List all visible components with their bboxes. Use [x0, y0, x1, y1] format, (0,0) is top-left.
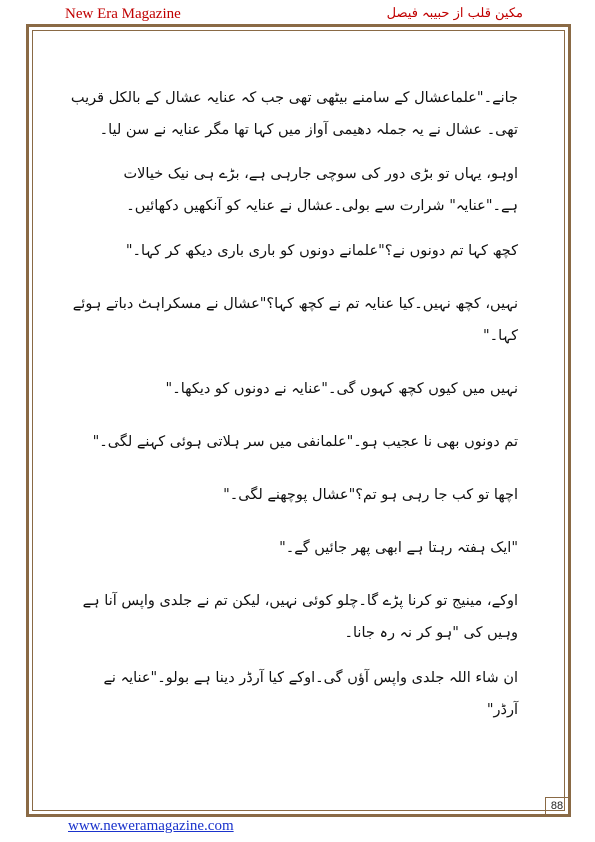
paragraph: نہیں، کچھ نہیں۔کیا عنایہ تم نے کچھ کہا؟"عشال نے مسکراہٹ دباتے ہوئے کہا۔" [72, 296, 518, 344]
paragraph: اوکے، مینیج تو کرنا پڑے گا۔چلو کوئی نہیں، لیکن تم نے جلدی واپس آنا ہے وہیں کی "ہو کر نہ رہ جانا۔ [82, 593, 518, 641]
story-body [70, 82, 518, 726]
page-number: 88 [545, 797, 568, 814]
paragraph: اچھا تو کب جا رہی ہو تم؟"عشال پوچھنے لگی۔" [223, 487, 518, 503]
paragraph: اوہو، یہاں تو بڑی دور کی سوچی جارہی ہے، بڑے ہی نیک خیالات ہے۔"عنایہ" شرارت سے بولی۔عشال نے عنایہ کو آنکھیں دکھائیں۔ [123, 166, 518, 214]
website-link[interactable]: www.neweramagazine.com [68, 818, 234, 834]
paragraph: جانے۔"علماعشال کے سامنے بیٹھی تھی جب کہ عنایہ عشال کے بالکل قریب تھی۔ عشال نے یہ جملہ دھیمی آواز میں کہا تھا مگر عنایہ نے سن لیا۔ [70, 90, 518, 138]
paragraph: "ایک ہفتہ رہتا ہے ابھی پھر جائیں گے۔" [279, 540, 518, 556]
paragraph: کچھ کہا تم دونوں نے؟"علمانے دونوں کو باری باری دیکھ کر کہا۔" [125, 243, 518, 259]
paragraph: ان شاء اللہ جلدی واپس آؤں گی۔اوکے کیا آرڈر دینا ہے بولو۔"عنایہ نے آرڈر" [103, 670, 518, 718]
paragraph: نہیں میں کیوں کچھ کہوں گی۔"عنایہ نے دونوں کو دیکھا۔" [165, 381, 518, 397]
story-title-author: مکین قلب از حبیبہ فیصل [386, 6, 523, 21]
paragraph: تم دونوں بھی نا عجیب ہو۔"علمانفی میں سر ہلاتی ہوئی کہنے لگی۔" [92, 434, 518, 450]
magazine-name: New Era Magazine [65, 6, 181, 22]
